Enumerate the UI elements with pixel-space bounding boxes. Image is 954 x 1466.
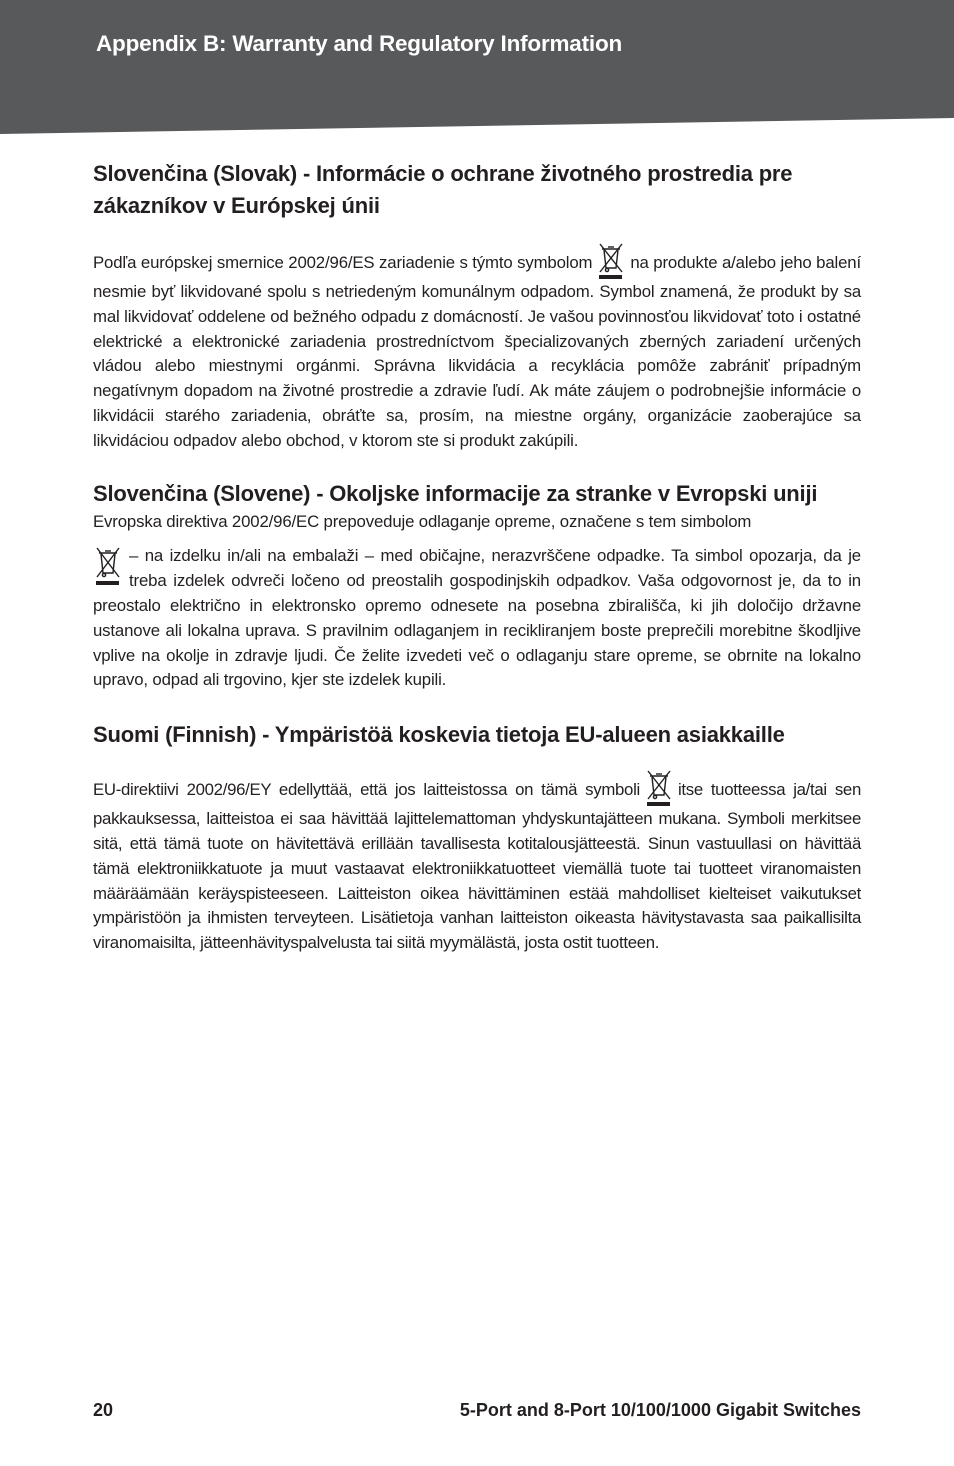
section-body-slovak (93, 242, 861, 454)
main-content (93, 158, 861, 956)
product-name: 5-Port and 8-Port 10/100/1000 Gigabit Switches (459, 1400, 861, 1420)
page-header-title: Appendix B: Warranty and Regulatory Information (96, 31, 623, 56)
section-heading-slovak: Slovenčina (Slovak) - Informácie o ochrane životného prostredia pre zákazníkov v Európskej únii (93, 161, 793, 218)
section-heading-finnish: Suomi (Finnish) - Ympäristöä koskevia tietoja EU-alueen asiakkaille (93, 722, 785, 748)
weee-bin-icon (596, 242, 624, 280)
weee-bin-icon (644, 769, 672, 807)
body-text-after-icon: – na izdelku in/ali na embalaži – med običajne, nerazvrščene odpadke. Ta simbol opozarja, da je treba izdelek odvreči ločeno od preostalih gospodinjskih odpadkov. Vaša odgovornost je, da to in preostalo električno in elektronsko opremo odnesete na posebna zbirališča, ki jih določijo državne ustanove ali lokalna uprava. S pravilnim odlaganjem in recikliranjem boste preprečili morebitne škodljive vplive na okolje in zdravje ljudi. Če želite izvedeti več o odlaganju stare opreme, se obrnite na lokalno upravo, odpad ali trgovino, kjer ste izdelek kupili. (93, 546, 861, 690)
section-slovene (93, 478, 861, 694)
section-body-finnish (93, 769, 861, 956)
body-text-before-icon: Podľa európskej smernice 2002/96/ES zariadenie s týmto symbolom (93, 253, 593, 272)
section-heading-slovene: Slovenčina (Slovene) - Okoljske informacije za stranke v Evropski uniji (93, 480, 818, 506)
body-text-before-icon: Evropska direktiva 2002/96/EC prepoveduje odlaganje opreme, označene s tem simbolom (93, 511, 752, 531)
section-slovak (93, 158, 861, 454)
section-finnish (93, 719, 861, 956)
page-footer (93, 1400, 861, 1421)
body-text-after-icon: itse tuotteessa ja/tai sen pakkauksessa, laitteistoa ei saa hävittää lajittelemattoman yhdyskuntajätteen mukana. Symboli merkitsee sitä, että tämä tuote on hävitettävä erillään tavallisesta kotitalousjätteestä. Sinun vastuullasi on hävittää tämä elektroniikkatuote ja muut vastaavat elektroniikkatuotteet viemällä tuote tai tuotteet viranomaisten määräämään keräyspisteeseen. Laitteiston oikea hävittäminen estää mahdolliset kielteiset vaikutukset ympäristöön ja ihmisten terveyteen. Lisätietoja vanhan laitteiston oikeasta hävitystavasta saa paikallisilta viranomaisilta, jätteenhävityspalvelusta tai siitä myymälästä, josta ostit tuotteen. (93, 780, 861, 953)
body-text-after-icon: na produkte a/alebo jeho balení nesmie byť likvidované spolu s netriedeným komunálnym odpadom. Symbol znamená, že produkt by sa mal likvidovať oddelene od bežného odpadu z domácností. Je vašou povinnosťou likvidovať toto i ostatné elektrické a elektronické zariadenia prostredníctvom špecializovaných zberných zariadení určených vládou alebo miestnymi orgánmi. Správna likvidácia a recyklácia pomôže zabrániť prípadným negatívnym dopadom na životné prostredie a zdravie ľudí. Ak máte záujem o podrobnejšie informácie o likvidácii starého zariadenia, obráťte sa, prosím, na miestne orgány, organizácie zaoberajúce sa likvidáciou odpadov alebo obchod, v ktorom ste si produkt zakúpili. (93, 253, 861, 450)
header-band (0, 0, 954, 134)
body-text-before-icon: EU-direktiivi 2002/96/EY edellyttää, että jos laitteistossa on tämä symboli (93, 780, 640, 800)
section-body-slovene (93, 510, 861, 694)
weee-bin-icon (93, 546, 121, 586)
page-number: 20 (93, 1400, 114, 1420)
